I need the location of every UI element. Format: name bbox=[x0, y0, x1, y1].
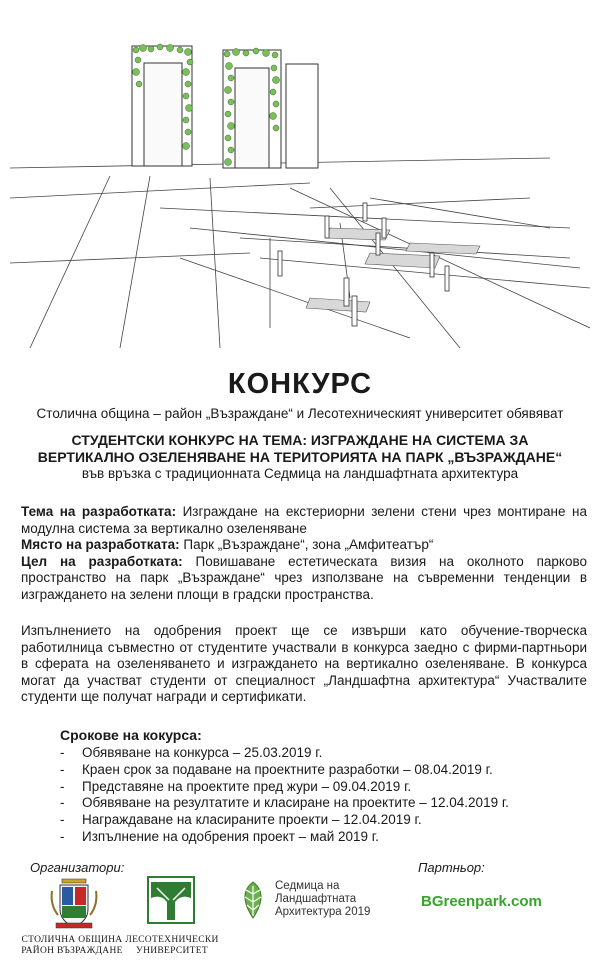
place-label: Място на разработката: bbox=[21, 537, 180, 552]
partner-logo: BGreenpark.com bbox=[421, 893, 542, 910]
body-paragraph: Изпълнението на одобрения проект ще се извърши като обучение-творческа работилница съвместно от студентите участвали в конкурса заедно с фирми-партньори в сферата на озеленяването и изграждането на вертикално озеленяване. В конкурса могат да участват студенти от специалност „Ландшафтна архитектура“ Участвалите студенти ще получат награди и сертификати. bbox=[21, 623, 587, 704]
goal-label: Цел на разработката: bbox=[21, 553, 183, 569]
university-line-2: УНИВЕРСИТЕТ bbox=[136, 946, 208, 956]
headline-line-2: ВЕРТИКАЛНО ОЗЕЛЕНЯВАНЕ НА ТЕРИТОРИЯТА НА ПАРК „ВЪЗРАЖДАНЕ“ bbox=[37, 449, 563, 465]
theme-label: Тема на разработката: bbox=[21, 504, 177, 519]
headline-subtitle: във връзка с традиционната Седмица на ландшафтната архитектура bbox=[81, 466, 519, 481]
deadline-item: - Краен срок за подаване на проектните разработки – 08.04.2019 г. bbox=[60, 762, 509, 779]
place-row bbox=[21, 537, 587, 554]
headline bbox=[0, 432, 600, 466]
deadlines-title: Срокове на кокурса: bbox=[60, 727, 202, 743]
tree-logo-icon bbox=[147, 876, 195, 924]
week-line-3: Архитектура 2019 bbox=[275, 906, 371, 918]
municipality-line-1: СТОЛИЧНА ОБЩИНА bbox=[21, 935, 123, 945]
theme-text: Изграждане на екстериорни зелени стени чрез монтиране на модулна система за вертикално озеленяване bbox=[21, 504, 587, 536]
deadlines-list bbox=[60, 745, 509, 846]
page-title: КОНКУРС bbox=[227, 368, 373, 400]
deadline-item: - Обявяване на резултатите и класиране на проектите – 12.04.2019 г. bbox=[60, 795, 509, 812]
park-illustration bbox=[10, 28, 590, 348]
university-caption bbox=[122, 935, 222, 957]
coat-of-arms-icon bbox=[48, 875, 100, 931]
goal-text: Повишаване естетическата визия на околното парково пространство на парк „Възраждане“ чрез използване на съвременни тенденции в изграждането на зелени площи в градски пространства. bbox=[21, 553, 587, 602]
week-line-2: Ландшафтната bbox=[275, 893, 357, 905]
goal-row bbox=[21, 554, 587, 604]
partner-label: Партньор: bbox=[418, 860, 485, 875]
week-logo-text bbox=[275, 880, 370, 919]
week-line-1: Седмица на bbox=[275, 880, 340, 892]
headline-line-1: СТУДЕНТСКИ КОНКУРС НА ТЕМА: ИЗГРАЖДАНЕ НА СИСТЕМА ЗА bbox=[71, 432, 529, 448]
municipality-caption bbox=[12, 935, 132, 957]
leaf-logo-icon bbox=[235, 880, 271, 920]
intro-text: Столична община – район „Възраждане“ и Лесотехническият университет обявяват bbox=[36, 406, 564, 421]
place-text: Парк „Възраждане“, зона „Амфитеатър“ bbox=[183, 537, 434, 552]
deadline-item: - Награждаване на класираните проекти – 12.04.2019 г. bbox=[60, 812, 509, 829]
deadline-item: - Представяне на проектите пред жури – 09.04.2019 г. bbox=[60, 779, 509, 796]
deadline-item: - Изпълнение на одобрения проект – май 2019 г. bbox=[60, 829, 509, 846]
theme-row bbox=[21, 504, 587, 537]
university-line-1: ЛЕСОТЕХНИЧЕСКИ bbox=[125, 935, 219, 945]
municipality-line-2: РАЙОН ВЪЗРАЖДАНЕ bbox=[21, 946, 123, 956]
organizers-label: Организатори: bbox=[30, 860, 125, 875]
deadline-item: - Обявяване на конкурса – 25.03.2019 г. bbox=[60, 745, 509, 762]
details-block bbox=[21, 504, 587, 603]
